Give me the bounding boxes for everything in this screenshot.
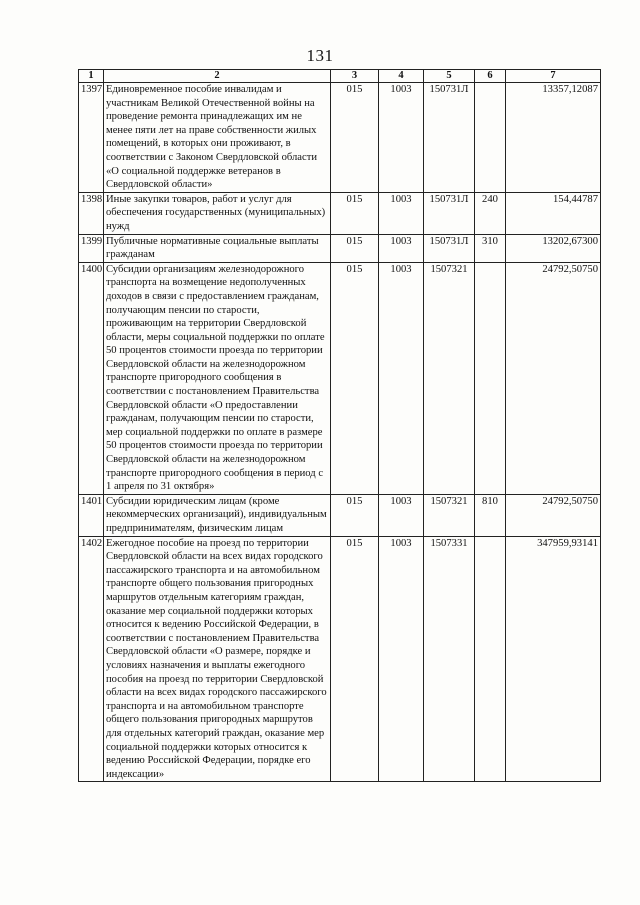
row-target-code: 150731Л	[424, 192, 475, 234]
row-amount: 24792,50750	[506, 494, 601, 536]
row-section-code: 1003	[379, 536, 424, 782]
row-target-code: 1507321	[424, 262, 475, 494]
column-header-2: 2	[104, 70, 331, 83]
row-admin-code: 015	[331, 83, 379, 193]
row-amount: 24792,50750	[506, 262, 601, 494]
row-description: Субсидии юридическим лицам (кроме некоммерческих организаций), индивидуальным предпринимателям, физическим лицам	[104, 494, 331, 536]
row-expense-type: 240	[475, 192, 506, 234]
row-amount: 13357,12087	[506, 83, 601, 193]
row-description: Субсидии организациям железнодорожного транспорта на возмещение недополученных доходов в связи с предоставлением гражданам, получающим пенсии по старости, проживающим на территории Свердловской области, меры социальной поддержки по оплате 50 процентов стоимости проезда по территории Свердловской области на железнодорожном транспорте пригородного сообщения в соответствии с постановлением Правительства Свердловской области «О предоставлении гражданам, получающим пенсии по старости, мер социальной поддержки по оплате в размере 50 процентов стоимости проезда по территории Свердловской области на железнодорожном транспорте пригородного сообщения в период с 1 апреля по 31 октября»	[104, 262, 331, 494]
page-number: 131	[306, 46, 334, 65]
row-number: 1397	[79, 83, 104, 193]
row-number: 1401	[79, 494, 104, 536]
column-header-4: 4	[379, 70, 424, 83]
row-description: Ежегодное пособие на проезд по территории Свердловской области на всех видах городского пассажирского транспорта и на автомобильном транспорте общего пользования пригородных маршрутов отдельным категориям граждан, оказание мер социальной поддержки которых относится к ведению Российской Федерации, в соответствии с постановлением Правительства Свердловской области «О размере, порядке и условиях назначения и выплаты ежегодного пособия на проезд по территории Свердловской области на всех видах городского пассажирского транспорта и на автомобильном транспорте общего пользования пригородных маршрутов для отдельных категорий граждан, оказание мер социальной поддержки которых относится к ведению Российской Федерации, порядке его индексации»	[104, 536, 331, 782]
row-section-code: 1003	[379, 192, 424, 234]
table-row	[79, 234, 601, 262]
table-row	[79, 192, 601, 234]
row-amount: 154,44787	[506, 192, 601, 234]
row-number: 1402	[79, 536, 104, 782]
row-amount: 13202,67300	[506, 234, 601, 262]
row-section-code: 1003	[379, 494, 424, 536]
row-section-code: 1003	[379, 83, 424, 193]
row-admin-code: 015	[331, 234, 379, 262]
table-row	[79, 262, 601, 494]
row-expense-type: 310	[475, 234, 506, 262]
column-header-5: 5	[424, 70, 475, 83]
row-section-code: 1003	[379, 234, 424, 262]
row-expense-type	[475, 83, 506, 193]
row-expense-type	[475, 262, 506, 494]
row-section-code: 1003	[379, 262, 424, 494]
row-number: 1400	[79, 262, 104, 494]
table-row	[79, 494, 601, 536]
row-expense-type	[475, 536, 506, 782]
row-target-code: 150731Л	[424, 234, 475, 262]
row-description: Публичные нормативные социальные выплаты гражданам	[104, 234, 331, 262]
header-row	[79, 70, 601, 83]
row-admin-code: 015	[331, 262, 379, 494]
row-target-code: 1507321	[424, 494, 475, 536]
row-admin-code: 015	[331, 536, 379, 782]
row-description: Единовременное пособие инвалидам и участникам Великой Отечественной войны на проведение ремонта принадлежащих им не менее пяти лет на праве собственности жилых помещений, в которых они проживают, в соответствии с Законом Свердловской области «О социальной поддержке ветеранов в Свердловской области»	[104, 83, 331, 193]
row-admin-code: 015	[331, 192, 379, 234]
row-target-code: 1507331	[424, 536, 475, 782]
row-expense-type: 810	[475, 494, 506, 536]
budget-table	[78, 69, 601, 782]
row-target-code: 150731Л	[424, 83, 475, 193]
column-header-6: 6	[475, 70, 506, 83]
row-description: Иные закупки товаров, работ и услуг для обеспечения государственных (муниципальных) нужд	[104, 192, 331, 234]
column-header-7: 7	[506, 70, 601, 83]
row-number: 1398	[79, 192, 104, 234]
row-admin-code: 015	[331, 494, 379, 536]
row-number: 1399	[79, 234, 104, 262]
table-row	[79, 536, 601, 782]
row-amount: 347959,93141	[506, 536, 601, 782]
column-header-3: 3	[331, 70, 379, 83]
column-header-1: 1	[79, 70, 104, 83]
table-row	[79, 83, 601, 193]
